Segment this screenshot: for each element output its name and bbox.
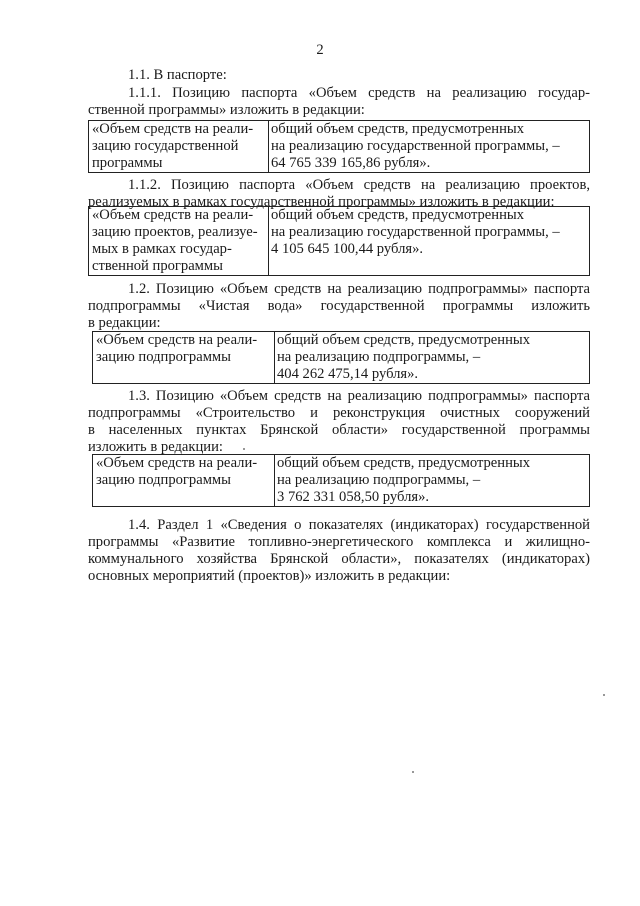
page-number: 2 <box>316 42 324 58</box>
scan-speck <box>603 694 605 696</box>
table-project-funds <box>88 206 590 276</box>
section-1-1-1-line-1: 1.1.1. Позицию паспорта «Объем средств на реализацию государ- <box>128 85 590 101</box>
table-left-cell: «Объем средств на реали- зацию подпрограммы <box>93 332 275 384</box>
table-right-cell: общий объем средств, предусмотренных на реализацию подпрограммы, – 3 762 331 058,50 рубля». <box>275 455 590 507</box>
section-1-2-line-1: 1.2. Позицию «Объем средств на реализацию подпрограммы» паспорта <box>128 281 590 297</box>
table-right-cell: общий объем средств, предусмотренных на реализацию государственной программы, – 64 765 339 165,86 рубля». <box>269 121 590 173</box>
section-1-4-line-3: коммунального хозяйства Брянской области», показателях (индикаторах) <box>88 551 590 567</box>
scan-speck <box>412 771 414 773</box>
section-1-1-heading: 1.1. В паспорте: <box>128 67 227 83</box>
section-1-2-line-2: подпрограммы «Чистая вода» государственной программы изложить <box>88 298 590 314</box>
table-treatment-facilities-subprogram-funds <box>92 454 590 507</box>
table-left-cell: «Объем средств на реали- зацию проектов, реализуе- мых в рамках государ- ственной программы <box>89 207 269 276</box>
table-clean-water-subprogram-funds <box>92 331 590 384</box>
table-right-cell: общий объем средств, предусмотренных на реализацию подпрограммы, – 404 262 475,14 рубля». <box>275 332 590 384</box>
section-1-3-line-3: в населенных пунктах Брянской области» государственной программы <box>88 422 590 438</box>
table-left-cell: «Объем средств на реали- зацию государственной программы <box>89 121 269 173</box>
table-left-cell: «Объем средств на реали- зацию подпрограммы <box>93 455 275 507</box>
section-1-1-2-line-2: реализуемых в рамках государственной программы» изложить в редакции: <box>88 194 555 210</box>
section-1-3-line-4: изложить в редакции: <box>88 439 223 455</box>
section-1-3-line-2: подпрограммы «Строительство и реконструкция очистных сооружений <box>88 405 590 421</box>
section-1-3-line-1: 1.3. Позицию «Объем средств на реализацию подпрограммы» паспорта <box>128 388 590 404</box>
section-1-1-1-line-2: ственной программы» изложить в редакции: <box>88 102 365 118</box>
section-1-4-line-2: программы «Развитие топливно-энергетического комплекса и жилищно- <box>88 534 590 550</box>
section-1-4-line-1: 1.4. Раздел 1 «Сведения о показателях (индикаторах) государственной <box>128 517 590 533</box>
scan-speck <box>243 448 245 450</box>
section-1-4-line-4: основных мероприятий (проектов)» изложить в редакции: <box>88 568 451 584</box>
section-1-2-line-3: в редакции: <box>88 315 161 331</box>
table-right-cell: общий объем средств, предусмотренных на реализацию государственной программы, – 4 105 645 100,44 рубля». <box>269 207 590 276</box>
section-1-1-2-line-1: 1.1.2. Позицию паспорта «Объем средств на реализацию проектов, <box>128 177 590 193</box>
table-state-program-funds <box>88 120 590 173</box>
